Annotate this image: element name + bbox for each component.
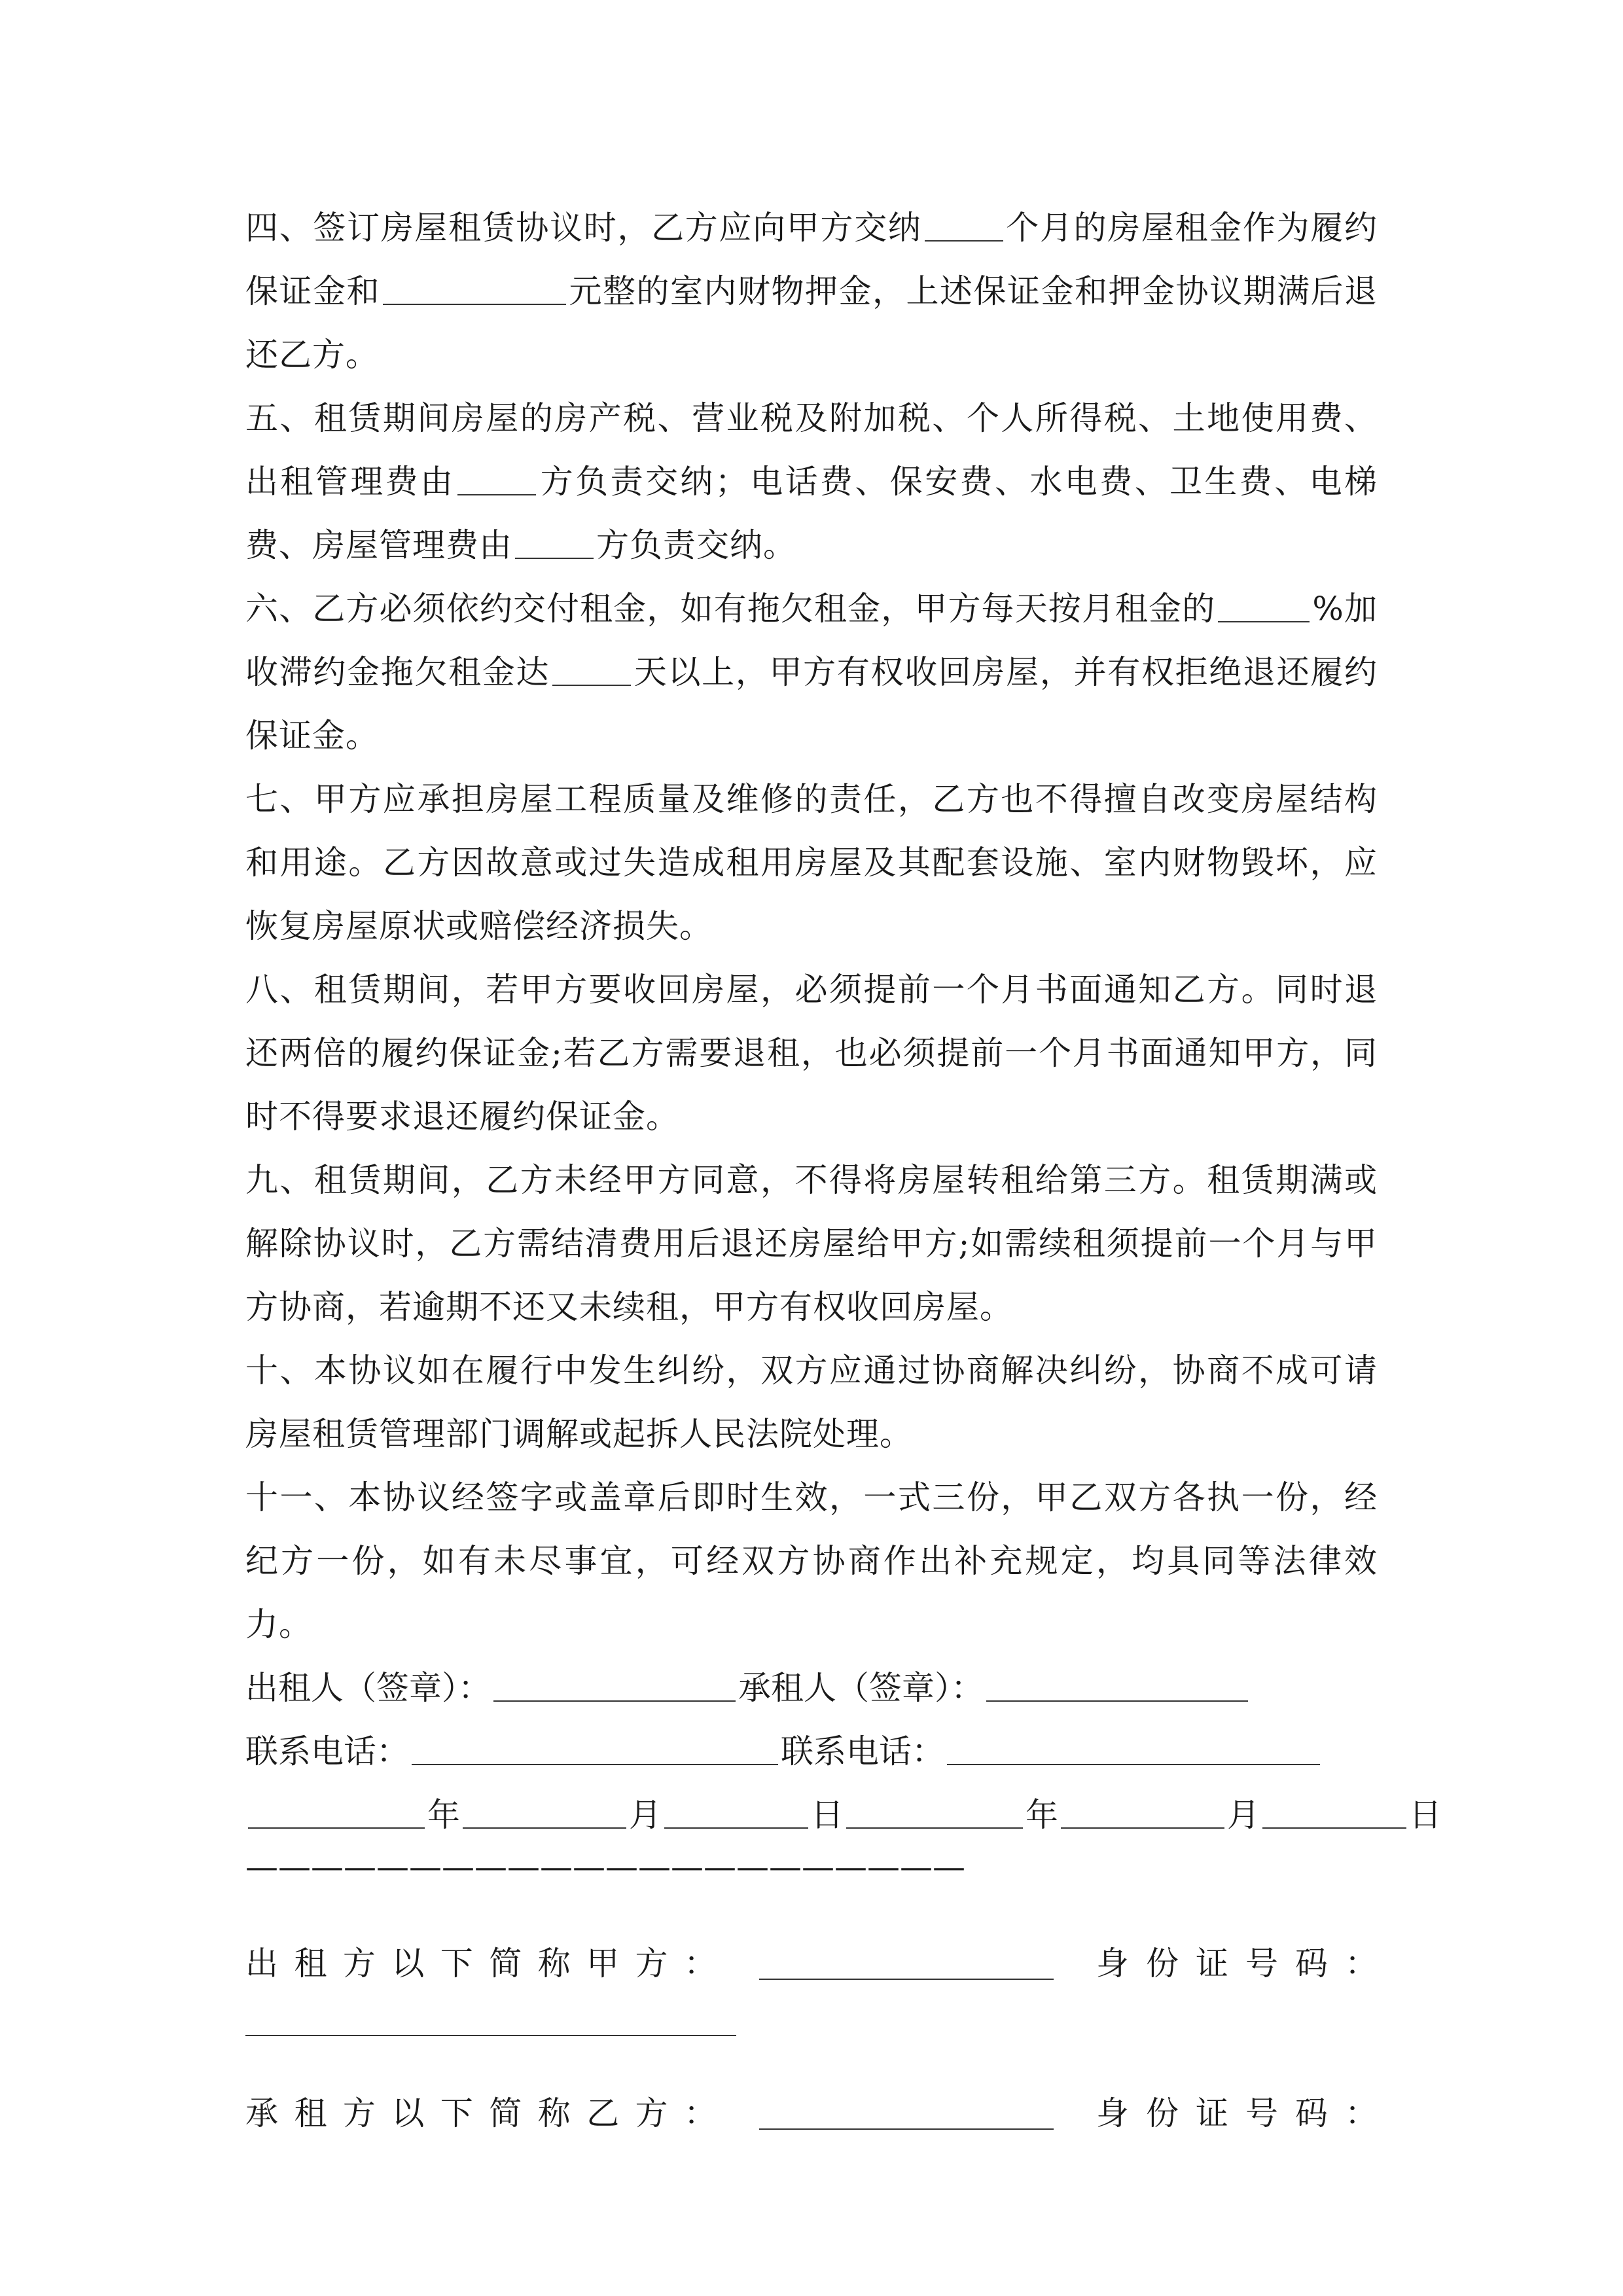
clause-4 — [245, 196, 1378, 387]
clause-4-text-b: 个月的房屋租金作为履约保证金和 — [245, 209, 1378, 310]
lessor-day-field[interactable] — [664, 1797, 808, 1829]
id_chars-char: 码 — [1295, 1945, 1328, 1982]
party_b_chars-char: 称 — [537, 2094, 571, 2132]
blank-late-percent[interactable] — [1218, 591, 1310, 622]
party-a-name-field[interactable] — [759, 1948, 1054, 1980]
id_chars-char: 身 — [1096, 2094, 1129, 2132]
party_a_chars-char: 方 — [635, 1945, 668, 1982]
document-page — [245, 196, 1442, 2145]
party_a_chars-char: 出 — [245, 1945, 278, 1982]
party_b_chars-char: 租 — [294, 2094, 327, 2132]
party-a-id-field[interactable] — [245, 2002, 736, 2036]
divider-line: —————————————————————— — [245, 1848, 965, 1886]
spacer — [245, 2036, 1378, 2082]
lessor-year-field[interactable] — [248, 1797, 425, 1829]
blank-deposit-months[interactable] — [925, 210, 1003, 242]
clause-6-text-b: %加收滞约金拖欠租金达 — [245, 590, 1378, 691]
lessor-month-field[interactable] — [463, 1797, 626, 1829]
party_b_chars-char: 承 — [245, 2094, 278, 2132]
day-label-2: 日 — [1409, 1796, 1442, 1834]
blank-overdue-days[interactable] — [552, 655, 631, 686]
clause-6 — [245, 577, 1378, 768]
party-a-label — [245, 1932, 717, 1996]
year-label-1: 年 — [427, 1796, 460, 1834]
phone-row — [245, 1720, 1378, 1784]
lessor-phone-label: 联系电话： — [245, 1732, 409, 1770]
party_b_chars-char: 方 — [342, 2094, 376, 2132]
clause-11: 十一、本协议经签字或盖章后即时生效，一式三份，甲乙双方各执一份，经纪方一份，如有未尽事宜，可经双方协商作出补充规定，均具同等法律效力。 — [245, 1479, 1378, 1643]
clause-5-text-c: 方负责交纳。 — [596, 526, 796, 564]
party-b-name-field[interactable] — [759, 2098, 1054, 2130]
clause-10: 十、本协议如在履行中发生纠纷，双方应通过协商解决纠纷，协商不成可请房屋租赁管理部门调解或起拆人民法院处理。 — [245, 1352, 1378, 1453]
lessee-month-field[interactable] — [1061, 1797, 1224, 1829]
clause-4-text-a: 四、签订房屋租赁协议时，乙方应向甲方交纳 — [245, 209, 922, 247]
id_chars-char: 份 — [1146, 1945, 1179, 1982]
lessor-signature-label: 出租人（签章）： — [245, 1669, 491, 1707]
clause-6-text-c: 天以上，甲方有权收回房屋，并有权拒绝退还履约保证金。 — [245, 653, 1378, 755]
id_chars-char: 号 — [1245, 1945, 1278, 1982]
party_b_chars-char: 下 — [440, 2094, 473, 2132]
id_chars-char: 码 — [1295, 2094, 1328, 2132]
clause-5 — [245, 387, 1378, 577]
signature-row — [245, 1657, 1378, 1720]
party_a_chars-char: 以 — [391, 1945, 425, 1982]
lessee-phone-label: 联系电话： — [781, 1732, 944, 1770]
blank-tax-party[interactable] — [457, 464, 536, 495]
lessee-signature-field[interactable] — [986, 1670, 1248, 1702]
id_chars-char: 号 — [1245, 2094, 1278, 2132]
date-row — [245, 1784, 1442, 1847]
party-b-row — [245, 2082, 1378, 2145]
lessee-phone-field[interactable] — [947, 1734, 1320, 1765]
id_chars-char: 份 — [1146, 2094, 1179, 2132]
party_a_chars-char: 方 — [342, 1945, 376, 1982]
party-a-row — [245, 1932, 1378, 1996]
year-label-2: 年 — [1026, 1796, 1058, 1834]
blank-fee-party[interactable] — [515, 528, 594, 559]
clause-5-text-a: 五、租赁期间房屋的房产税、营业税及附加税、个人所得税、土地使用费、出租管理费由 — [245, 399, 1378, 501]
clause-6-text-a: 六、乙方必须依约交付租金，如有拖欠租金，甲方每天按月租金的 — [245, 590, 1216, 628]
lessee-signature-label: 承租人（签章）： — [738, 1669, 984, 1707]
party_a_chars-char: 下 — [440, 1945, 473, 1982]
id_chars-char: 证 — [1196, 1945, 1228, 1982]
party_a_chars-char: 简 — [489, 1945, 522, 1982]
spacer — [245, 1886, 1378, 1932]
id_chars-char: ： — [1345, 1945, 1378, 1982]
id_chars-char: 证 — [1196, 2094, 1228, 2132]
party-b-label — [245, 2082, 717, 2145]
party_a_chars-char: ： — [683, 1945, 717, 1982]
id_chars-char: 身 — [1096, 1945, 1129, 1982]
party_b_chars-char: 简 — [489, 2094, 522, 2132]
day-label-1: 日 — [811, 1796, 844, 1834]
party_b_chars-char: ： — [683, 2094, 717, 2132]
party_a_chars-char: 称 — [537, 1945, 571, 1982]
lessor-signature-field[interactable] — [493, 1670, 736, 1702]
party_a_chars-char: 租 — [294, 1945, 327, 1982]
clause-8: 八、租赁期间，若甲方要收回房屋，必须提前一个月书面通知乙方。同时退还两倍的履约保证金;若乙方需要退租，也必须提前一个月书面通知甲方，同时不得要求退还履约保证金。 — [245, 971, 1378, 1136]
party_a_chars-char: 甲 — [586, 1945, 620, 1982]
clause-9: 九、租赁期间，乙方未经甲方同意，不得将房屋转租给第三方。租赁期满或解除协议时，乙方需结清费用后退还房屋给甲方;如需续租须提前一个月与甲方协商，若逾期不还又未续租，甲方有权收回房屋。 — [245, 1161, 1378, 1326]
month-label-1: 月 — [629, 1796, 662, 1834]
party-a-id-label — [1096, 1932, 1378, 1996]
lessee-year-field[interactable] — [846, 1797, 1023, 1829]
party_b_chars-char: 以 — [391, 2094, 425, 2132]
clause-5-text-b: 方负责交纳；电话费、保安费、水电费、卫生费、电梯费、房屋管理费由 — [245, 463, 1378, 564]
blank-deposit-amount[interactable] — [383, 274, 566, 305]
lessee-day-field[interactable] — [1262, 1797, 1406, 1829]
clause-7: 七、甲方应承担房屋工程质量及维修的责任，乙方也不得擅自改变房屋结构和用途。乙方因故意或过失造成租用房屋及其配套设施、室内财物毁坏，应恢复房屋原状或赔偿经济损失。 — [245, 780, 1378, 945]
party_b_chars-char: 方 — [635, 2094, 668, 2132]
clause-4-text-c: 元整的室内财物押金，上述保证金和押金协议期满后退还乙方。 — [245, 272, 1378, 374]
month-label-2: 月 — [1227, 1796, 1260, 1834]
id_chars-char: ： — [1345, 2094, 1378, 2132]
party-b-id-label — [1096, 2082, 1378, 2145]
party_b_chars-char: 乙 — [586, 2094, 620, 2132]
lessor-phone-field[interactable] — [412, 1734, 778, 1765]
